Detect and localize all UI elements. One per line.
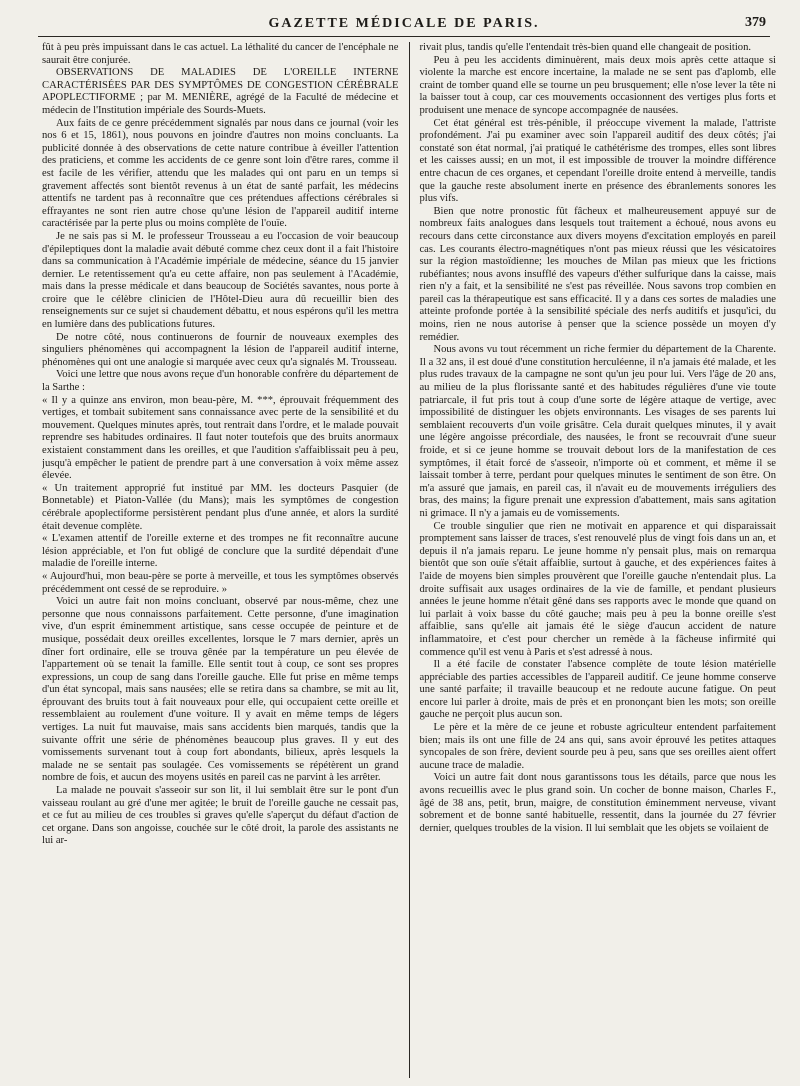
paragraph: Voici une lettre que nous avons reçue d'un honorable confrère du département de la Sarthe :: [42, 369, 399, 394]
quoted-letter: « Un traitement approprié fut institué par MM. les docteurs Pasquier (de Bonnetable) et Piaton-Vallée (du Mans); mais les symptômes de congestion cérébrale apoplectiforme persistèrent pendant plus d'une année, et alors la surdité était devenue complète.: [42, 482, 399, 532]
paragraph: Voici un autre fait dont nous garantissons tous les détails, parce que nous les avons recueillis avec le plus grand soin. Un cocher de bonne maison, Charles F., âgé de 38 ans, petit, brun, maigre, de constitution éminemment nerveuse, vivant sobrement et de bonne santé habituelle, ressentit, dans la journée du 27 février dernier, quelques troubles de la vision. Il lui semblait que les objets se voilaient de: [419, 772, 776, 834]
column-divider: [409, 42, 410, 1078]
paragraph: De notre côté, nous continuerons de fournir de nouveaux exemples des singuliers phénomènes qui accompagnent la lésion de l'appareil auditif interne, phénomènes qui ont une analogie si marquée avec ceux qu'a signalés M. Trousseau.: [42, 331, 399, 368]
page-number: 379: [745, 15, 766, 30]
paragraph: Il a été facile de constater l'absence complète de toute lésion matérielle appréciable des parties accessibles de l'appareil auditif. Ce jeune homme conserve une santé parfaite; il travaille beaucoup et ne redoute aucune fatigue. On peut encore lui parler à droite, mais de près et en prononçant bien les mots; son oreille gauche ne perçoit plus aucun son.: [419, 659, 776, 721]
paragraph: Ce trouble singulier que rien ne motivait en apparence et qui disparaissait promptement sans laisser de traces, s'est renouvelé plus de vingt fois dans un an, et depuis il n'a jamais reparu. Le jeune homme n'y pensait plus, mais on remarqua bientôt que son ouïe s'était affaiblie, surtout à gauche, et des expériences faites à l'aide de moyens bien simples prouvèrent que l'oreille gauche n'entendait plus. La droite suffisait aux usages ordinaires de la vie de famille, et pendant plusieurs années le jeune homme n'était gêné dans ses rapports avec le monde que quand on lui parlait à voix basse du côté gauche; mais peu à peu la bonne oreille s'est affaiblie, sans qu'elle ait jamais été le siège d'aucun accident de nature inflammatoire, et c'est pour chercher un remède à la fâcheuse infirmité qui commence qu'il est venu à Paris et s'est adressé à nous.: [419, 520, 776, 658]
paragraph: Nous avons vu tout récemment un riche fermier du département de la Charente. Il a 32 ans, il est doué d'une constitution herculéenne, il n'a jamais été malade, et les plus rudes travaux de la campagne ne sont qu'un jeu pour lui. Vers l'âge de 20 ans, au milieu de la plus florissante santé et des habitudes régulières d'une vie toute patriarcale, il fut pris tout à coup d'une sorte de légère attaque de vertige, avec impossibilité de distinguer les objets environnants. Les visages de ses parents lui semblaient recouverts d'un voile grisâtre. Cela durait quelques minutes, il y avait une légère angoisse précordiale, des nausées, le front se recouvrait d'une sueur froide, et si ce jeune homme se trouvait debout lors de la manifestation de ces symptômes, il était forcé de s'asseoir, n'importe où et comment, et même il se laissait tomber à terre, perdant pour quelques minutes le sentiment de son être. On m'a assuré que jamais, en pareil cas, il n'avait eu de mouvements irréguliers des bras, des mains; la figure prenait une expression d'abattement, mais sans agitation ni grimace. Il n'y a jamais eu de vomissements.: [419, 344, 776, 519]
left-column: [42, 42, 399, 1078]
paragraph: Peu à peu les accidents diminuèrent, mais deux mois après cette attaque si violente la marche est encore incertaine, la malade ne se sent pas d'aplomb, elle craint de tomber quand elle se tourne un peu brusquement; elle n'ose lever la tête ni la baisser tout à coup, car ces mouvements occasionnent des vertiges plus forts et produisent une menace de syncope accompagnée de nausées.: [419, 54, 776, 116]
article-heading: OBSERVATIONS DE MALADIES DE L'OREILLE INTERNE CARACTÉRISÉES PAR DES SYMPTÔMES DE CONGESTION CÉRÉBRALE APOPLECTIFORME ; par M. MENIÈRE, agrégé de la Faculté de médecine et médecin de l'Institution impériale des Sourds-Muets.: [42, 67, 399, 116]
right-column: [419, 42, 776, 1078]
journal-title: GAZETTE MÉDICALE DE PARIS.: [268, 16, 540, 31]
paragraph: Voici un autre fait non moins concluant, observé par nous-même, chez une personne que nous connaissons parfaitement. Cette personne, d'une imagination vive, d'un esprit éminemment artistique, sans cesse occupée de peinture et de musique, possédait deux oreilles excellentes, lorsque le 7 mars dernier, après un dîner fort ordinaire, elle se trouva gênée par la température un peu élevée de l'appartement où se tenait la famille. Elle sentit tout à coup, ce sont ses propres expressions, un coup de sang dans l'oreille gauche. Elle fut prise en même temps d'un état syncopal, mais sans nausées; elle se retira dans sa chambre, se mit au lit, éprouvant des bruits tout à fait nouveaux pour elle, qui occupaient cette oreille et ressemblaient au roulement d'une voiture. Il y avait en même temps de légers vertiges. La nuit fut mauvaise, mais sans accidents bien marqués, tandis que la suivante offrit une série de phénomènes beaucoup plus graves. Il y eut des vomissements survenant tout à coup fort abondants, bilieux, après lesquels la malade ne se sentait pas soulagée. Ces vomissements se répétèrent un grand nombre de fois, et aucun des moyens usités en pareil cas ne parvint à les arrêter.: [42, 596, 399, 784]
quoted-letter: « L'examen attentif de l'oreille externe et des trompes ne fit reconnaître aucune lésion appréciable, et l'on fut obligé de conclure que la surdité dépendait d'une maladie de l'oreille interne.: [42, 533, 399, 570]
paragraph: fût à peu près impuissant dans le cas actuel. La léthalité du cancer de l'encéphale ne saurait être conjurée.: [42, 42, 399, 66]
page-header: [38, 12, 770, 37]
quoted-letter: « Aujourd'hui, mon beau-père se porte à merveille, et tous les symptômes observés précédemment ont cessé de se reproduire. »: [42, 570, 399, 595]
quoted-letter: « Il y a quinze ans environ, mon beau-père, M. ***, éprouvait fréquemment des vertiges, et tombait subitement sans connaissance avec perte de la sensibilité et du mouvement. Quelques minutes après, tout rentrait dans l'ordre, et le malade pouvait reprendre ses habitudes ordinaires. Il faut noter toutefois que des bruits anormaux existaient constamment dans les oreilles, et que l'audition s'affaiblissait peu à peu, jusqu'à empêcher le patient de prendre part à une conversation à voix même assez élevée.: [42, 394, 399, 482]
paragraph: Aux faits de ce genre précédemment signalés par nous dans ce journal (voir les nos 6 et 15, 1861), nous pouvons en joindre d'autres non moins concluants. La publicité donnée à des observations de cette nature contribue à éveiller l'attention des praticiens, et comme les accidents de ce genre sont loin d'être rares, comme il est facile de les vérifier, attendu que les malades qui ont paru en un temps si gravement affectés sont bientôt revenus à un état de santé parfait, les médecins attentifs ne tardent pas à reconnaître que ces prétendues affections cérébrales si effrayantes ne sont rien autre chose qu'une lésion de l'appareil auditif interne caractérisée par la perte plus ou moins complète de l'ouïe.: [42, 117, 399, 230]
paragraph: La malade ne pouvait s'asseoir sur son lit, il lui semblait être sur le pont d'un vaisseau roulant au gré d'une mer agitée; le bruit de l'oreille gauche ne cessait pas, et ce fut au milieu de ces troubles si graves qu'elle s'aperçut du défaut d'action de cet organe. Dans son angoisse, couchée sur le côté droit, la parole des assistants ne lui ar-: [42, 785, 399, 847]
paragraph: Le père et la mère de ce jeune et robuste agriculteur entendent parfaitement bien; mais ils ont une fille de 24 ans qui, sans avoir éprouvé les petites attaques syncopales de son frère, devient sourde peu à peu, sans que ses oreilles aient offert aucune trace de maladie.: [419, 722, 776, 771]
text-columns: [42, 42, 776, 1080]
paragraph: rivait plus, tandis qu'elle l'entendait très-bien quand elle changeait de position.: [419, 42, 752, 53]
paragraph: Je ne sais pas si M. le professeur Trousseau a eu l'occasion de voir beaucoup d'épileptiques dont la maladie avait débuté comme chez ceux dont il a fait l'histoire dans sa communication à l'Académie impériale de médecine, séance du 15 janvier dernier. Le retentissement qu'a eu cette affaire, non pas seulement à l'Académie, mais dans la presse médicale et dans beaucoup de Sociétés savantes, nous porte à croire que le célèbre clinicien de l'Hôtel-Dieu aura dû recueillir bien des renseignements sur ce sujet si chaudement débattu, et nous espérons qu'il les mettra en lumière dans des publications futures.: [42, 230, 399, 331]
paragraph: Cet état général est très-pénible, il préoccupe vivement la malade, l'attriste profondément. J'ai pu examiner avec soin l'appareil auditif des deux côtés; j'ai constaté son état normal, j'ai pratiqué le cathétérisme des trompes, elles sont libres et les caisses aussi; en un mot, il est impossible de trouver la moindre différence entre chacun de ces organes, et cependant l'oreille droite entend à merveille, tandis que la gauche reste absolument inerte en présence des ébranlements sonores les plus vifs.: [419, 117, 776, 205]
paragraph: Bien que notre pronostic fût fâcheux et malheureusement appuyé sur de nombreux faits analogues dans lesquels tout traitement a échoué, nous avons eu recours dans cette circonstance aux divers moyens d'excitation employés en pareil cas. Les courants électro-magnétiques n'ont pas mieux réussi que les vésicatoires sur la région mastoïdienne; les mouches de Milan pas mieux que les frictions rubéfiantes; nous avons insufflé des vapeurs d'éther sulfurique dans la caisse, mais rien n'y a fait, et la sensibilité ne s'est pas réveillée. Nous savons trop combien en pareil cas la thérapeutique est sans efficacité. Il y a dans ces sortes de maladies une atteinte profonde portée à la sensibilité spéciale des nerfs auditifs et jusqu'ici, du moins, rien ne nous autorise à penser que la science possède un moyen d'y remédier.: [419, 205, 776, 343]
